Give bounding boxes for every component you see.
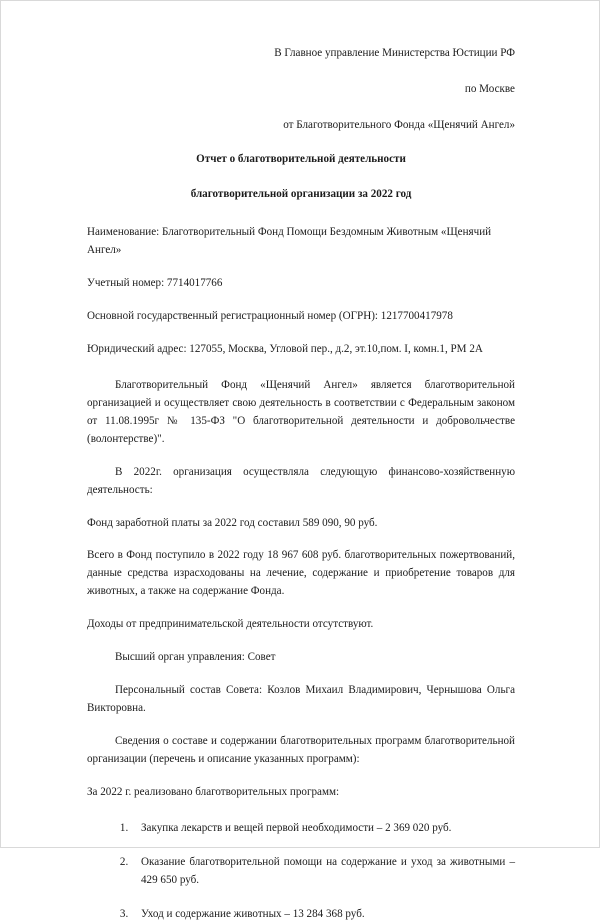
organization-name: Наименование: Благотворительный Фонд Помощи Бездомным Животным «Щенячий Ангел» bbox=[87, 225, 492, 256]
legal-address: Юридический адрес: 127055, Москва, Угловой пер., д.2, эт.10,пом. I, комн.1, РМ 2А bbox=[87, 342, 483, 355]
organization-details bbox=[87, 224, 515, 359]
ogrn-number: Основной государственный регистрационный номер (ОГРН): 1217700417978 bbox=[87, 309, 453, 322]
paragraph-governing-body: Высший орган управления: Совет bbox=[115, 651, 276, 664]
document-body bbox=[87, 45, 515, 924]
registration-number: Учетный номер: 7714017766 bbox=[87, 276, 223, 289]
addressee-line-city: по Москве bbox=[464, 82, 515, 95]
paragraph-programs-intro: За 2022 г. реализовано благотворительных программ: bbox=[87, 786, 340, 799]
paragraph-legal-basis: Благотворительный Фонд «Щенячий Ангел» является благотворительной организацией и осуществляет свою деятельность в соответствии с Федеральным законом от 11.08.1995г № 135-ФЗ "О благотворительной деятельности и добровольчестве (волонтерстве)". bbox=[87, 378, 515, 445]
paragraph-programs-info: Сведения о составе и содержании благотворительных программ благотворительной организации (перечень и описание указанных программ): bbox=[87, 735, 515, 766]
list-item: 3. Уход и содержание животных – 13 284 368 руб. bbox=[131, 906, 515, 924]
page-title-line-1: Отчет о благотворительной деятельности bbox=[196, 152, 406, 165]
paragraph-donations: Всего в Фонд поступило в 2022 году 18 967 608 руб. благотворительных пожертвований, данные средства израсходованы на лечение, содержание и приобретение товаров для животных, а также на содержание Фонда. bbox=[87, 549, 515, 598]
page-title-line-2: благотворительной организации за 2022 год bbox=[190, 187, 412, 200]
list-item: 1. Закупка лекарств и вещей первой необходимости – 2 369 020 руб. bbox=[131, 820, 515, 838]
paragraph-activity-intro: В 2022г. организация осуществляла следующую финансово-хозяйственную деятельность: bbox=[87, 465, 515, 496]
paragraph-council-members: Персональный состав Совета: Козлов Михаил Владимирович, Чернышова Ольга Викторовна. bbox=[87, 684, 515, 715]
programs-list bbox=[87, 820, 515, 924]
addressee-line-authority: В Главное управление Министерства Юстиции РФ bbox=[274, 47, 515, 59]
paragraph-payroll: Фонд заработной платы за 2022 год составил 589 090, 90 руб. bbox=[87, 516, 378, 529]
page-title bbox=[87, 151, 515, 204]
addressee-block bbox=[87, 45, 515, 135]
paragraph-business-income: Доходы от предпринимательской деятельности отсутствуют. bbox=[87, 618, 374, 631]
list-item: 2. Оказание благотворительной помощи на содержание и уход за животными – 429 650 руб. bbox=[131, 854, 515, 890]
addressee-line-sender: от Благотворительного Фонда «Щенячий Ангел» bbox=[283, 118, 515, 131]
